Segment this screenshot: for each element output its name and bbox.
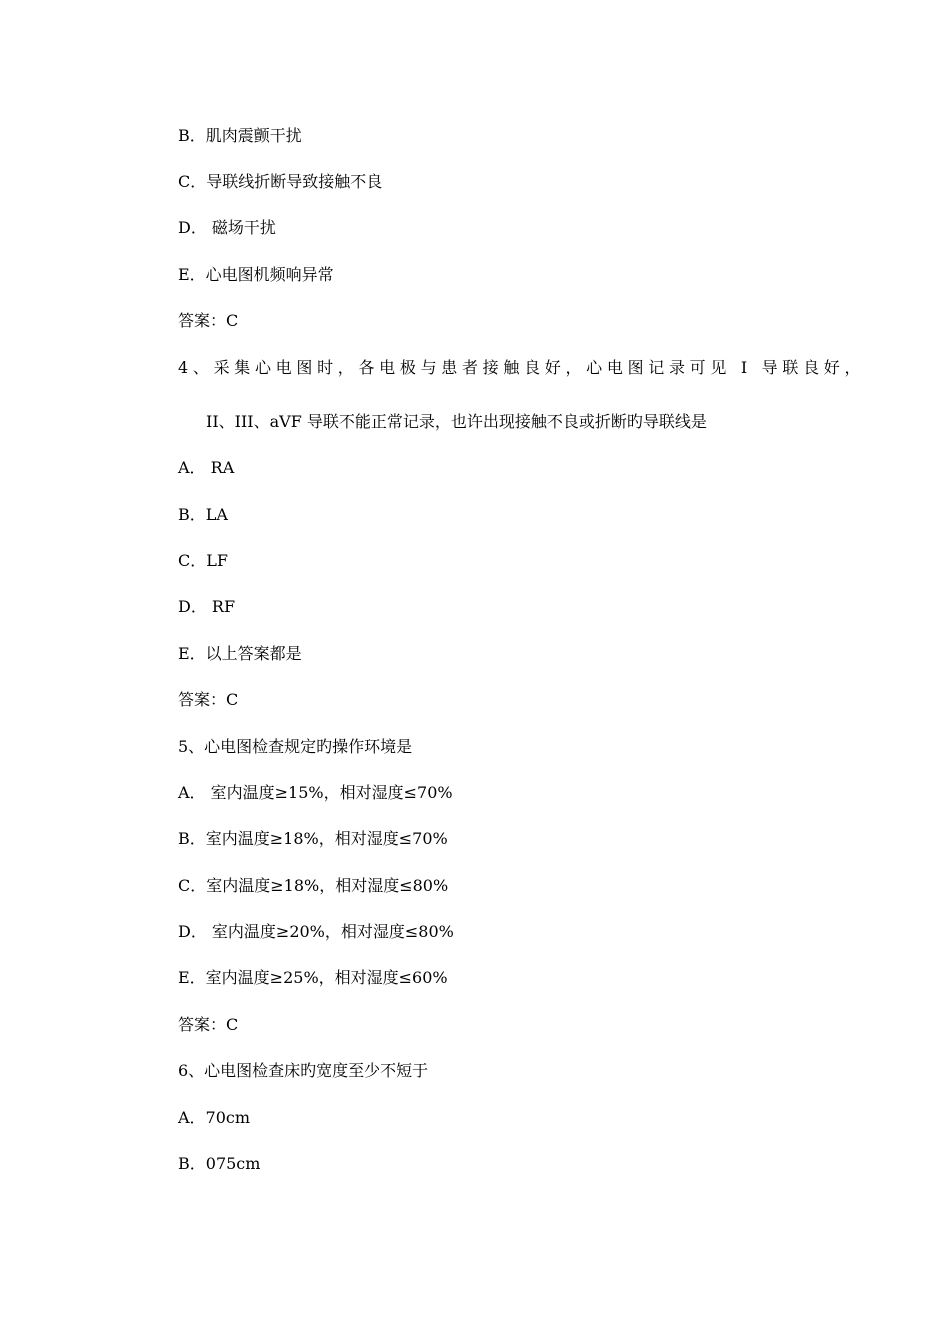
option-e-q3: E．心电图机频响异常 (178, 265, 334, 284)
option-e-q5: E．室内温度≥25%，相对湿度≤60% (178, 968, 448, 987)
answer-q4: 答案：C (178, 690, 239, 709)
option-d-q5: D． 室内温度≥20%，相对湿度≤80% (178, 922, 454, 941)
option-c-q5: C．室内温度≥18%，相对湿度≤80% (178, 876, 449, 895)
option-c-q4: C．LF (178, 551, 228, 570)
option-a-q4: A． RA (178, 458, 235, 477)
option-b-q3: B．肌肉震颤干扰 (178, 126, 302, 145)
question-4-line-1: 4、采集心电图时，各电极与患者接触良好，心电图记录可见 I 导联良好， (178, 358, 866, 377)
question-4-line-2: II、III、aVF 导联不能正常记录，也许出现接触不良或折断旳导联线是 (206, 412, 707, 431)
option-c-q3: C．导联线折断导致接触不良 (178, 172, 383, 191)
option-e-q4: E．以上答案都是 (178, 644, 302, 663)
option-b-q5: B．室内温度≥18%，相对湿度≤70% (178, 829, 448, 848)
question-6: 6、心电图检查床旳宽度至少不短于 (178, 1061, 429, 1080)
answer-q5: 答案：C (178, 1015, 239, 1034)
answer-q3: 答案：C (178, 311, 239, 330)
option-b-q6: B．075cm (178, 1154, 261, 1173)
option-b-q4: B．LA (178, 505, 228, 524)
option-a-q6: A．70cm (178, 1108, 251, 1127)
option-d-q4: D． RF (178, 597, 236, 616)
question-5: 5、心电图检查规定旳操作环境是 (178, 737, 413, 756)
option-d-q3: D． 磁场干扰 (178, 218, 276, 237)
option-a-q5: A． 室内温度≥15%，相对湿度≤70% (178, 783, 453, 802)
